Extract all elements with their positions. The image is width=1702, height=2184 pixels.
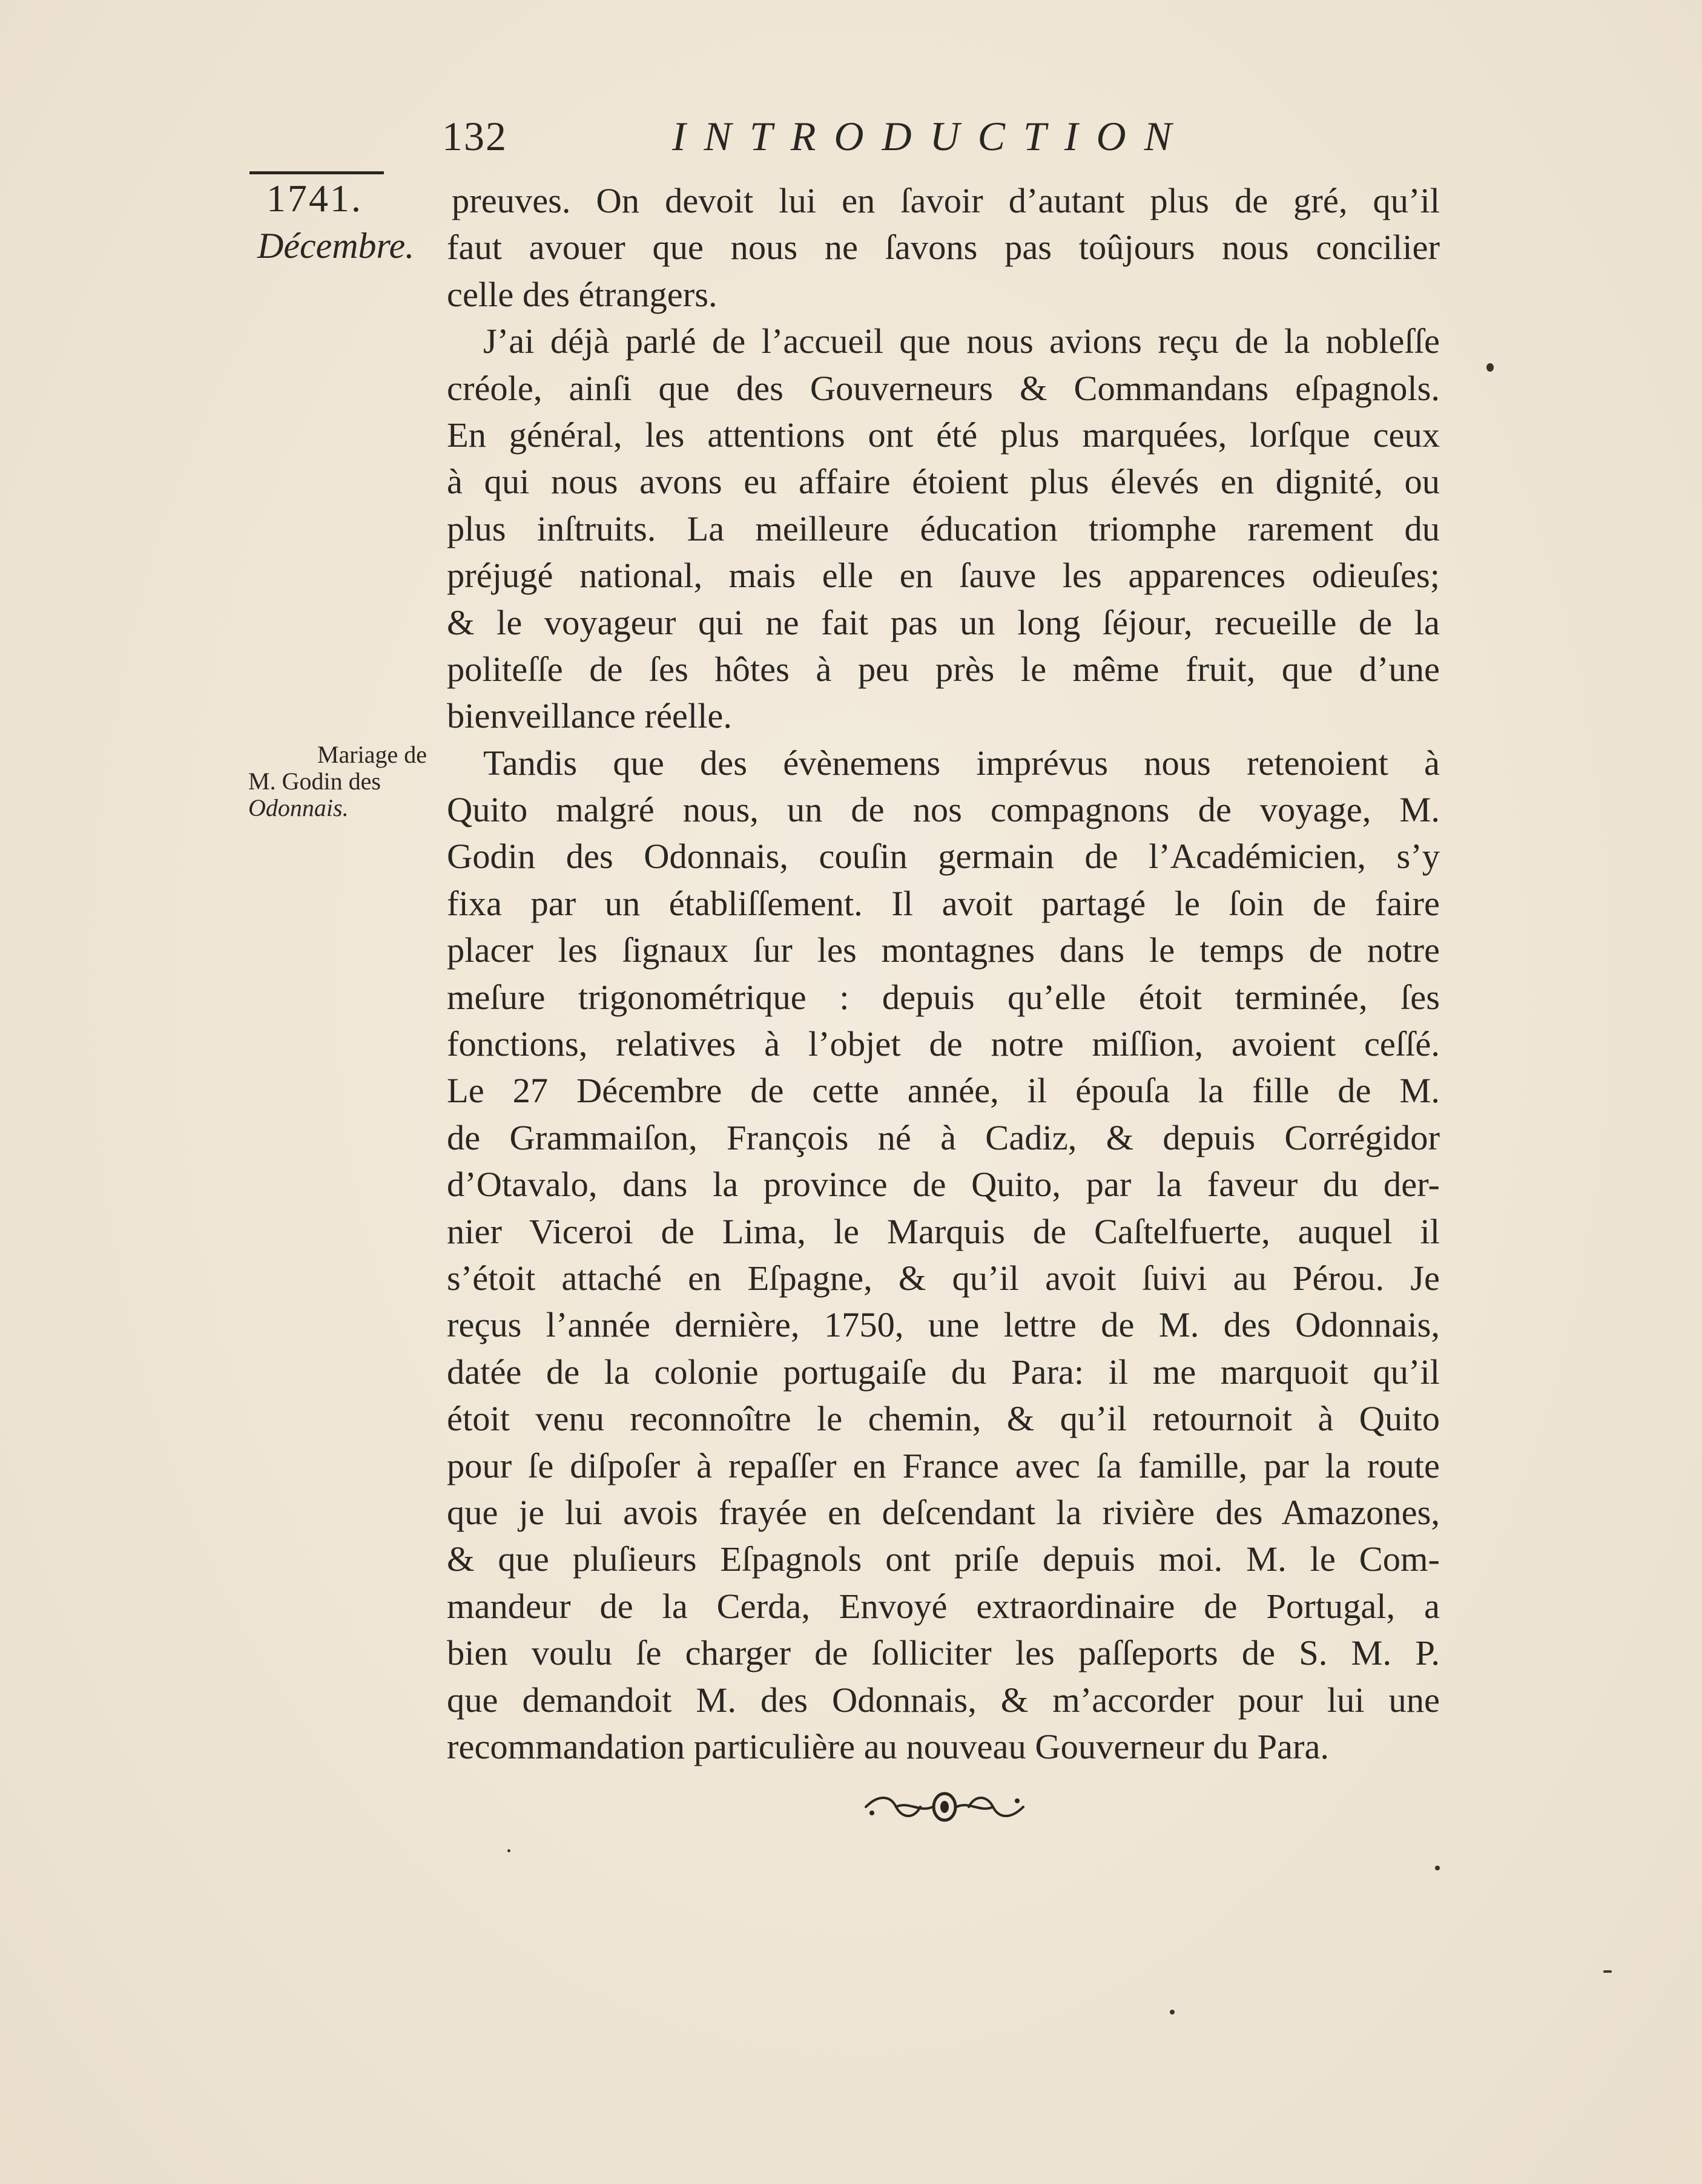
text-line: bienveillance réelle. xyxy=(447,696,732,736)
text-line: celle des étrangers. xyxy=(447,274,717,314)
text-line: politeſſe de ſes hôtes à peu près le même fruit, que d’une xyxy=(447,649,1440,689)
page-header xyxy=(442,109,1229,163)
text-line: fixa par un établiſſement. Il avoit partagé le ſoin de faire xyxy=(447,883,1440,923)
text-line: pour ſe diſpoſer à repaſſer en France avec ſa famille, par la route xyxy=(447,1446,1440,1485)
margin-note-line: M. Godin des xyxy=(248,768,381,795)
text-line: préjugé national, mais elle en ſauve les apparences odieuſes; xyxy=(447,556,1440,596)
text-line: plus inſtruits. La meilleure éducation triomphe rarement du xyxy=(447,508,1440,548)
text-line: bien voulu ſe charger de ſolliciter les paſſeports de S. M. P. xyxy=(447,1633,1440,1673)
paper-speck xyxy=(1603,1970,1612,1973)
text-line: Quito malgré nous, un de nos compagnons de voyage, M. xyxy=(447,790,1440,830)
text-line: & le voyageur qui ne fait pas un long ſéjour, recueille de la xyxy=(447,602,1440,642)
text-line: En général, les attentions ont été plus marquées, lorſque ceux xyxy=(447,415,1440,455)
text-line: d’Otavalo, dans la province de Quito, par la faveur du der- xyxy=(447,1165,1440,1205)
margin-month: Décembre. xyxy=(257,226,415,266)
margin-note-line: Odonnais. xyxy=(248,794,349,821)
text-line: meſure trigonométrique : depuis qu’elle étoit terminée, ſes xyxy=(447,977,1440,1017)
text-line: fonctions, relatives à l’objet de notre miſſion, avoient ceſſé. xyxy=(447,1024,1440,1064)
margin-year: 1741. xyxy=(266,177,363,220)
paper-speck xyxy=(507,1849,510,1852)
margin-rule xyxy=(249,171,384,174)
text-line: preuves. On devoit lui en ſavoir d’autant plus de gré, qu’il xyxy=(452,181,1440,220)
paper-speck xyxy=(1486,363,1494,372)
text-line: reçus l’année dernière, 1750, une lettre de M. des Odonnais, xyxy=(447,1305,1440,1345)
text-line: datée de la colonie portugaiſe du Para: il me marquoit qu’il xyxy=(447,1352,1440,1392)
text-line: J’ai déjà parlé de l’accueil que nous avions reçu de la nobleſſe xyxy=(483,321,1440,361)
text-line: s’étoit attaché en Eſpagne, & qu’il avoit ſuivi au Pérou. Je xyxy=(447,1258,1440,1298)
fleuron-ornament xyxy=(860,1789,1029,1825)
text-line: Tandis que des évènemens imprévus nous retenoient à xyxy=(483,743,1440,783)
paper-speck xyxy=(1170,2010,1175,2015)
text-line: Le 27 Décembre de cette année, il épouſa la fille de M. xyxy=(447,1071,1440,1111)
page-number: 132 xyxy=(442,113,507,159)
text-line: que je lui avois frayée en deſcendant la rivière des Amazones, xyxy=(447,1492,1440,1532)
paper-speck xyxy=(1435,1866,1440,1870)
text-line: nier Viceroi de Lima, le Marquis de Caſtelfuerte, auquel il xyxy=(447,1211,1440,1251)
text-line: recommandation particulière au nouveau Gouverneur du Para. xyxy=(447,1726,1330,1766)
text-line: à qui nous avons eu affaire étoient plus élevés en dignité, ou xyxy=(447,462,1440,502)
running-title: INTRODUCTION xyxy=(672,113,1190,159)
text-line: & que pluſieurs Eſpagnols ont priſe depuis moi. M. le Com- xyxy=(447,1539,1440,1579)
margin-note xyxy=(248,742,430,821)
text-line: Godin des Odonnais, couſin germain de l’Académicien, s’y xyxy=(447,837,1440,877)
text-line: faut avouer que nous ne ſavons pas toûjours nous concilier xyxy=(447,228,1440,268)
text-line: placer les ſignaux ſur les montagnes dans le temps de notre xyxy=(447,930,1440,970)
text-line: créole, ainſi que des Gouverneurs & Commandans eſpagnols. xyxy=(447,368,1440,408)
margin-note-line: Mariage de xyxy=(317,741,427,768)
text-line: mandeur de la Cerda, Envoyé extraordinaire de Portugal, a xyxy=(447,1586,1440,1626)
text-line: que demandoit M. des Odonnais, & m’accorder pour lui une xyxy=(447,1680,1440,1720)
text-line: étoit venu reconnoître le chemin, & qu’il retournoit à Quito xyxy=(447,1399,1440,1439)
text-line: de Grammaiſon, François né à Cadiz, & depuis Corrégidor xyxy=(447,1117,1440,1157)
body-text xyxy=(447,177,1440,1770)
